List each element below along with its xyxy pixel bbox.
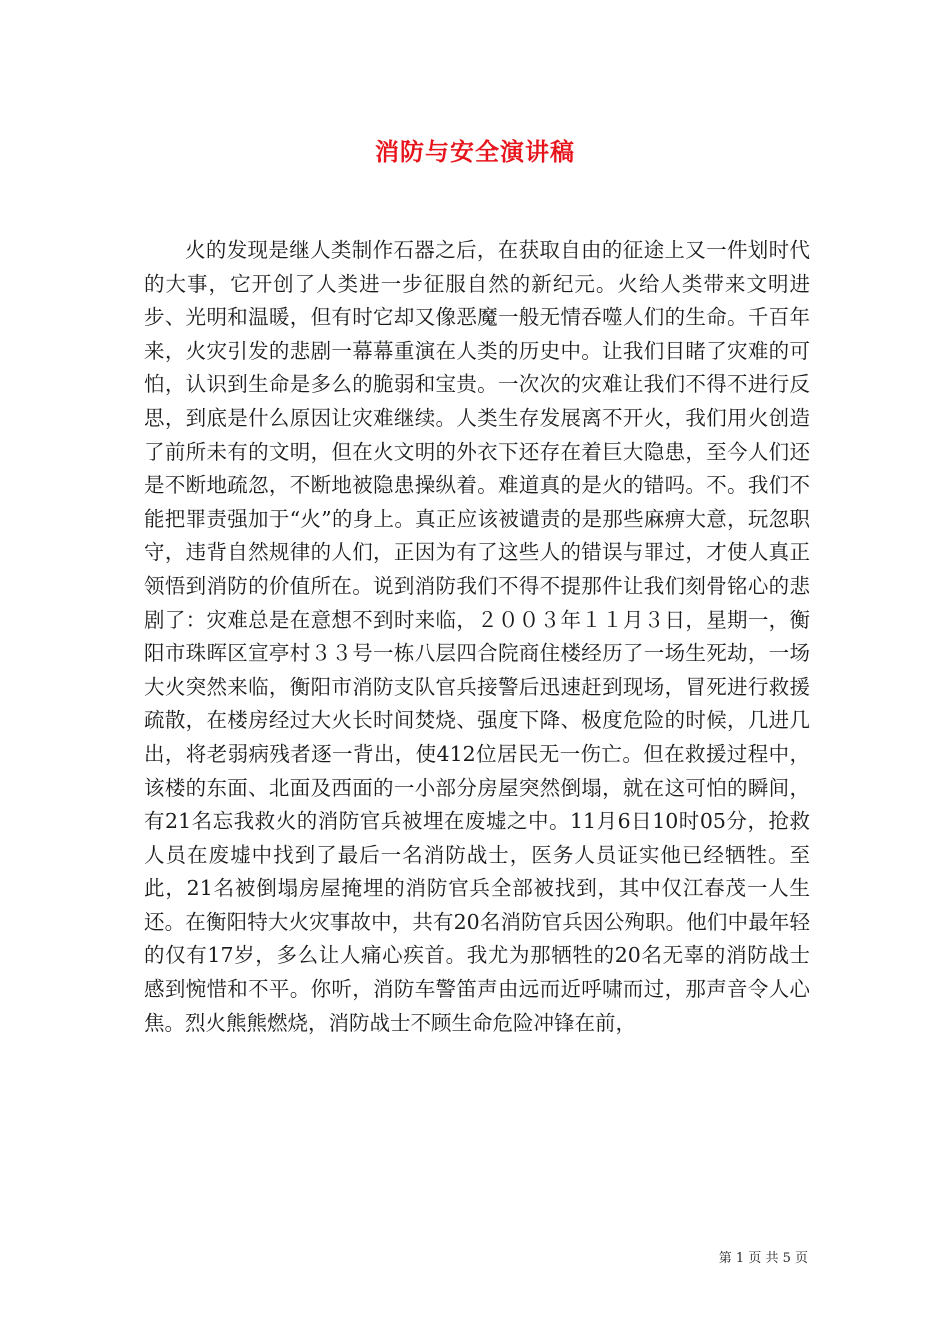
document-title: 消防与安全演讲稿 xyxy=(375,137,575,166)
body-paragraph: 火的发现是继人类制作石器之后，在获取自由的征途上又一件划时代的大事，它开创了人类进一步征服自然的新纪元。火给人类带来文明进步、光明和温暖，但有时它却又像恶魔一般无情吞噬人们的生命。千百年来，火灾引发的悲剧一幕幕重演在人类的历史中。让我们目睹了灾难的可怕，认识到生命是多么的脆弱和宝贵。一次次的灾难让我们不得不进行反思，到底是什么原因让灾难继续。人类生存发展离不开火，我们用火创造了前所未有的文明，但在火文明的外衣下还存在着巨大隐患，至今人们还是不断地疏忽，不断地被隐患操纵着。难道真的是火的错吗。不。我们不能把罪责强加于“火”的身上。真正应该被谴责的是那些麻痹大意，玩忽职守，违背自然规律的人们，正因为有了这些人的错误与罪过，才使人真正领悟到消防的价值所在。说到消防我们不得不提那件让我们刻骨铭心的悲剧了：灾难总是在意想不到时来临，２００３年１１月３日，星期一，衡阳市珠晖区宣亭村３３号一栋八层四合院商住楼经历了一场生死劫，一场大火突然来临，衡阳市消防支队官兵接警后迅速赶到现场，冒死进行救援疏散，在楼房经过大火长时间焚烧、强度下降、极度危险的时候，几进几出，将老弱病残者逐一背出，使412位居民无一伤亡。但在救援过程中，该楼的东面、北面及西面的一小部分房屋突然倒塌，就在这可怕的瞬间，有21名忘我救火的消防官兵被埋在废墟之中。11月6日10时05分，抢救人员在废墟中找到了最后一名消防战士，医务人员证实他已经牺牲。至此，21名被倒塌房屋掩埋的消防官兵全部被找到，其中仅江春茂一人生还。在衡阳特大火灾事故中，共有20名消防官兵因公殉职。他们中最年轻的仅有17岁，多么让人痛心疾首。我尤为那牺牲的20名无辜的消防战士感到惋惜和不平。你听，消防车警笛声由远而近呼啸而过，那声音令人心焦。烈火熊熊燃烧，消防战士不顾生命危险冲锋在前， xyxy=(144,238,810,1035)
page-footer: 第 1 页 共 5 页 xyxy=(718,1251,808,1266)
